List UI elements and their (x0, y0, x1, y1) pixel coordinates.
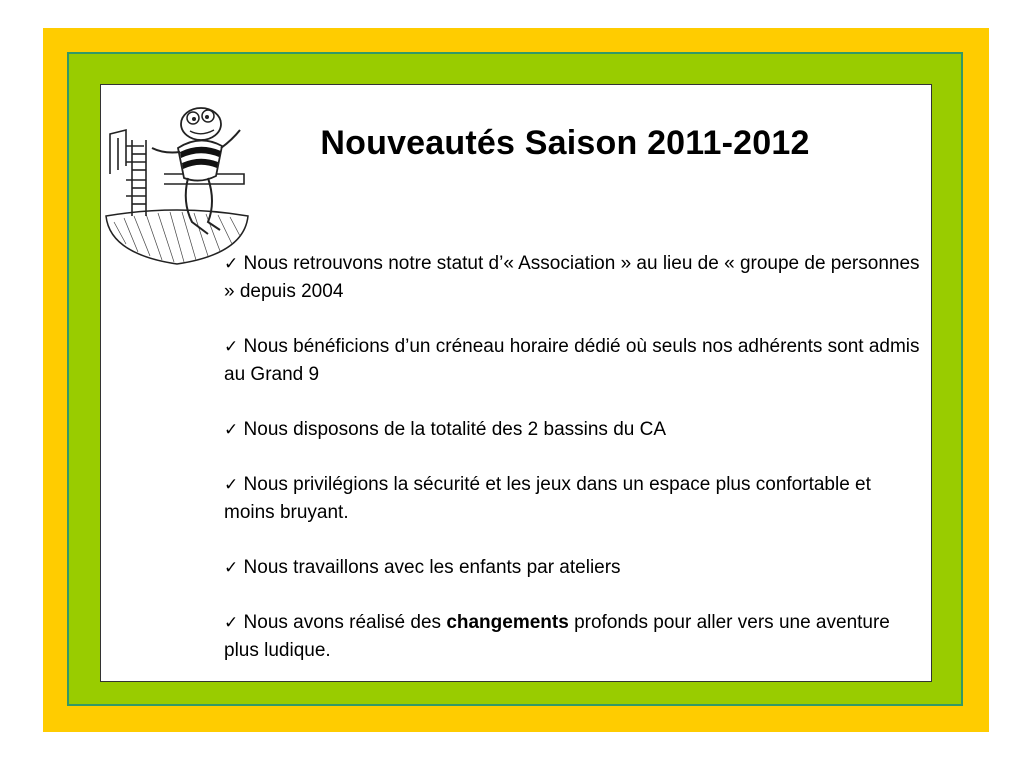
item-emphasis: changements (446, 612, 569, 633)
list-item (224, 416, 924, 444)
list-item (224, 250, 924, 306)
list-item (224, 609, 924, 665)
frog-swimmer-icon (104, 104, 250, 266)
list-item (224, 471, 924, 527)
checkmark-icon: ✓ (224, 337, 239, 357)
slide-title: Nouveautés Saison 2011-2012 (320, 124, 810, 162)
item-text: Nous privilégions la sécurité et les jeux dans un espace plus confortable et moins bruyant. (224, 474, 871, 523)
item-text: Nous retrouvons notre statut d’« Association » au lieu de « groupe de personnes » depuis 2004 (224, 253, 920, 302)
list-item (224, 554, 924, 582)
item-text: Nous bénéficions d’un créneau horaire dédié où seuls nos adhérents sont admis au Grand 9 (224, 336, 920, 385)
news-list (224, 250, 924, 692)
checkmark-icon: ✓ (224, 420, 239, 440)
checkmark-icon: ✓ (224, 254, 239, 274)
checkmark-icon: ✓ (224, 558, 239, 578)
item-text-end: profonds pour aller vers une aventure plus ludique. (224, 612, 890, 661)
item-text: Nous avons réalisé des (243, 612, 447, 633)
item-text: Nous disposons de la totalité des 2 bassins du CA (243, 419, 667, 440)
list-item (224, 333, 924, 389)
checkmark-icon: ✓ (224, 475, 239, 495)
item-text: Nous travaillons avec les enfants par ateliers (243, 557, 621, 578)
checkmark-icon: ✓ (224, 613, 239, 633)
